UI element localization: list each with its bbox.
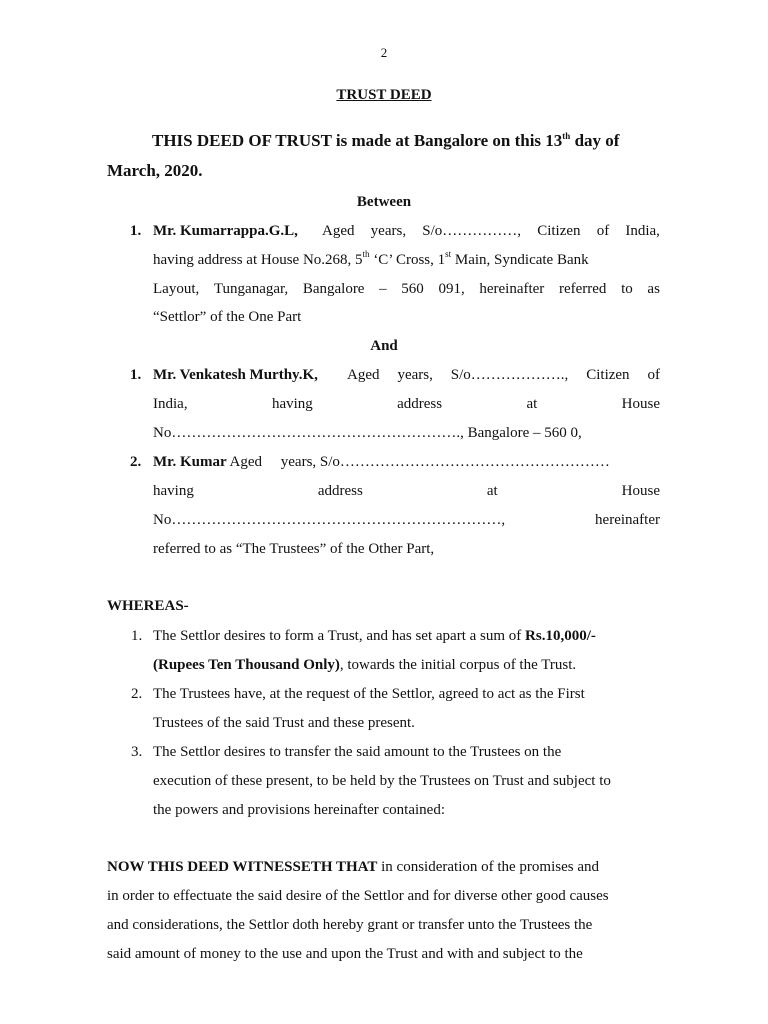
witnesseth-line-4: said amount of money to the use and upon the Trust and with and subject to the — [107, 946, 583, 962]
word: House — [621, 483, 660, 499]
settlor-line-3 — [153, 280, 660, 298]
word: having — [153, 483, 194, 499]
word: Citizen — [537, 223, 581, 239]
trustee2-name: Mr. Kumar — [153, 454, 227, 470]
word: Aged — [322, 223, 355, 239]
address-part: having address at House No.268, 5 — [153, 252, 363, 268]
intro-text-end: day of — [570, 131, 620, 150]
address-sup: st — [445, 249, 452, 259]
whereas-2-line-2: Trustees of the said Trust and these present. — [153, 715, 415, 731]
whereas-1-amount: Rs.10,000/- — [525, 628, 596, 644]
whereas-1-line-2 — [153, 656, 576, 674]
whereas-2-number: 2. — [131, 686, 143, 702]
word: to — [621, 281, 633, 297]
and-heading: And — [370, 338, 398, 354]
word: S/o………………., — [450, 367, 569, 383]
whereas-1-line-1 — [153, 627, 660, 645]
settlor-name: Mr. Kumarrappa.G.L, — [153, 223, 298, 239]
word: years, — [397, 367, 433, 383]
intro-line-2: March, 2020. — [107, 161, 203, 180]
word: S/o……………, — [422, 223, 522, 239]
whereas-3-line-1: The Settlor desires to transfer the said amount to the Trustees on the — [153, 744, 562, 760]
title-text: TRUST DEED — [336, 87, 432, 103]
word: address — [317, 483, 363, 499]
word: House — [621, 396, 660, 412]
word: – — [379, 281, 387, 297]
word: No…………………………………………………………, — [153, 512, 506, 528]
trustee2-number: 2. — [130, 454, 142, 470]
address-part: Main, Syndicate Bank — [451, 252, 589, 268]
word: Bangalore — [302, 281, 365, 297]
word: hereinafter — [479, 281, 545, 297]
word: Tunganagar, — [213, 281, 289, 297]
intro-line-1 — [152, 130, 660, 152]
whereas-1-text: The Settlor desires to form a Trust, and has set apart a sum of — [153, 628, 526, 644]
trustee2-line-1-text: Aged years, S/o……………………………………………… — [226, 454, 610, 470]
trustee1-line-1 — [347, 366, 660, 384]
whereas-heading: WHEREAS- — [107, 598, 189, 614]
whereas-3-line-2: execution of these present, to be held by the Trustees on Trust and subject to — [153, 773, 611, 789]
word: Aged — [347, 367, 380, 383]
whereas-2-line-1: The Trustees have, at the request of the Settlor, agreed to act as the First — [153, 686, 585, 702]
word: having — [271, 396, 313, 412]
witnesseth-line-1 — [107, 858, 599, 876]
address-sup: th — [362, 249, 370, 259]
intro-bold-lead: THIS DEED OF TRUST — [152, 131, 332, 150]
word: India, — [625, 223, 660, 239]
trustee2-line-2 — [153, 482, 660, 500]
word: at — [486, 483, 498, 499]
whereas-1-amount-words: (Rupees Ten Thousand Only) — [153, 657, 340, 673]
intro-sup: th — [562, 131, 571, 141]
word: as — [647, 281, 660, 297]
witnesseth-line-3: and considerations, the Settlor doth hereby grant or transfer unto the Trustees the — [107, 917, 593, 933]
word: address — [397, 396, 443, 412]
word: referred — [558, 281, 607, 297]
word: of — [596, 223, 610, 239]
trustee1-number: 1. — [130, 367, 142, 383]
witnesseth-line-2: in order to effectuate the said desire of the Settlor and for diverse other good causes — [107, 888, 609, 904]
page-number: 2 — [380, 45, 388, 60]
settlor-line-4: “Settlor” of the One Part — [153, 309, 302, 325]
word: Layout, — [153, 281, 200, 297]
witnesseth-text: in consideration of the promises and — [377, 859, 600, 875]
word: of — [647, 367, 660, 383]
settlor-number: 1. — [130, 223, 142, 239]
witnesseth-bold-lead: NOW THIS DEED WITNESSETH THAT — [107, 859, 378, 875]
whereas-1-text-end: , towards the initial corpus of the Trust. — [339, 657, 577, 673]
address-part: ‘C’ Cross, 1 — [369, 252, 446, 268]
document-title — [0, 86, 768, 104]
trustee2-line-1 — [153, 453, 610, 471]
whereas-3-number: 3. — [131, 744, 143, 760]
word: at — [526, 396, 538, 412]
word: Citizen — [586, 367, 630, 383]
word: 560 — [401, 281, 424, 297]
trustee2-line-4: referred to as “The Trustees” of the Other Part, — [153, 541, 435, 557]
whereas-1-number: 1. — [131, 628, 143, 644]
word: years, — [370, 223, 407, 239]
settlor-line-2 — [153, 251, 660, 269]
word: 091, — [438, 281, 465, 297]
trustee1-name: Mr. Venkatesh Murthy.K, — [153, 367, 318, 383]
trustee2-line-3 — [153, 511, 660, 529]
word: India, — [153, 396, 188, 412]
intro-text: is made at Bangalore on this 13 — [331, 131, 563, 150]
whereas-3-line-3: the powers and provisions hereinafter contained: — [153, 802, 445, 818]
settlor-line-1 — [322, 222, 660, 240]
trustee1-line-3: No…………………………………………………., Bangalore – 560 0, — [153, 425, 582, 441]
word: hereinafter — [595, 512, 660, 528]
trustee1-line-2 — [153, 395, 660, 413]
between-heading: Between — [356, 194, 412, 210]
